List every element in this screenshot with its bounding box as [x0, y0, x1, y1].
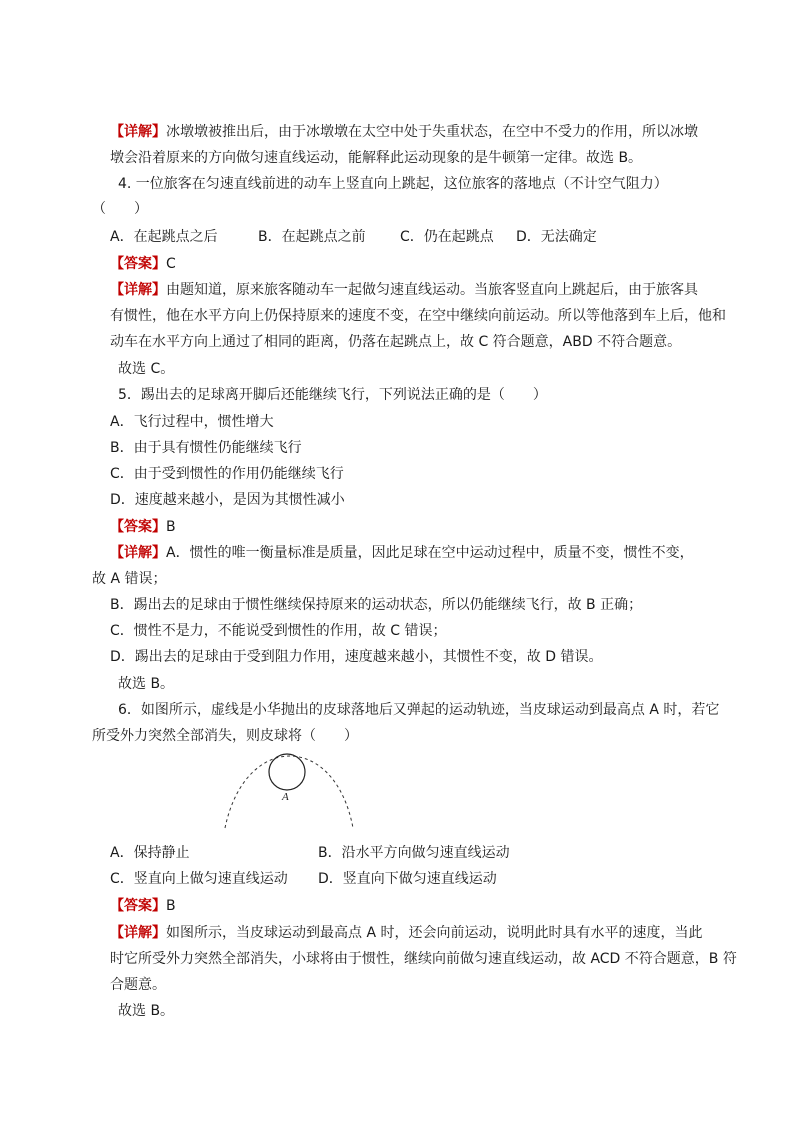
ball-circle — [269, 754, 305, 790]
q4-conclusion: 故选 C。 — [118, 361, 175, 377]
q5-option-c: C．由于受到惯性的作用仍能继续飞行 — [110, 466, 344, 482]
q4-option-d: D．无法确定 — [516, 229, 597, 245]
q6-answer: 【答案】B — [110, 898, 176, 914]
q4-detail-line-2: 有惯性，他在水平方向上仍保持原来的速度不变，在空中继续向前运动。所以等他落到车上后，他和 — [110, 308, 726, 324]
q6-option-b: B．沿水平方向做匀速直线运动 — [318, 845, 510, 861]
trajectory-dashed-curve — [225, 756, 353, 828]
q5-option-d: D．速度越来越小，是因为其惯性减小 — [110, 492, 345, 508]
detail-tag: 【详解】 — [110, 124, 166, 140]
q5-detail-line-1: 【详解】A．惯性的唯一衡量标准是质量，因此足球在空中运动过程中，质量不变，惯性不变， — [110, 545, 694, 561]
bounce-trajectory-figure — [215, 740, 365, 835]
q5-detail-line-2: 故 A 错误； — [92, 571, 167, 587]
q6-detail-line-3: 合题意。 — [110, 977, 166, 993]
q5-detail-line-5: D．踢出去的足球由于受到阻力作用，速度越来越小，其惯性不变，故 D 错误。 — [110, 649, 603, 665]
q6-option-a: A．保持静止 — [110, 845, 190, 861]
q5-conclusion: 故选 B。 — [118, 676, 175, 692]
point-a-label: A — [282, 791, 289, 803]
q6-option-d: D．竖直向下做匀速直线运动 — [318, 871, 497, 887]
q6-stem-line-1: 6．如图所示，虚线是小华抛出的皮球落地后又弹起的运动轨迹，当皮球运动到最高点 A 时，若它 — [118, 702, 720, 718]
q5-answer: 【答案】B — [110, 519, 176, 535]
q6-detail-line-1: 【详解】如图所示，当皮球运动到最高点 A 时，还会向前运动，说明此时具有水平的速度，当此 — [110, 925, 703, 941]
answer-tag: 【答案】 — [110, 898, 166, 914]
q4-detail-line-1: 【详解】由题知道，原来旅客随动车一起做匀速直线运动。当旅客竖直向上跳起后，由于旅客具 — [110, 282, 698, 298]
q4-stem-line-1: 4. 一位旅客在匀速直线前进的动车上竖直向上跳起，这位旅客的落地点（不计空气阻力） — [118, 176, 668, 192]
q5-option-b: B．由于具有惯性仍能继续飞行 — [110, 440, 302, 456]
q3-detail-line-2: 墩会沿着原来的方向做匀速直线运动，能解释此运动现象的是牛顿第一定律。故选 B。 — [110, 150, 643, 166]
q4-option-a: A．在起跳点之后 — [110, 229, 218, 245]
detail-tag: 【详解】 — [110, 925, 166, 941]
answer-tag: 【答案】 — [110, 519, 166, 535]
q6-detail-line-2: 时它所受外力突然全部消失，小球将由于惯性，继续向前做匀速直线运动，故 ACD 不符合题意，B 符 — [110, 951, 737, 967]
q4-option-b: B．在起跳点之前 — [258, 229, 366, 245]
q3-detail-line-1: 【详解】冰墩墩被推出后，由于冰墩墩在太空中处于失重状态，在空中不受力的作用，所以冰墩 — [110, 124, 698, 140]
detail-tag: 【详解】 — [110, 282, 166, 298]
q4-option-c: C．仍在起跳点 — [400, 229, 494, 245]
q5-detail-line-4: C．惯性不是力，不能说受到惯性的作用，故 C 错误； — [110, 623, 447, 639]
detail-tag: 【详解】 — [110, 545, 166, 561]
q6-conclusion: 故选 B。 — [118, 1003, 175, 1019]
q4-detail-line-3: 动车在水平方向上通过了相同的距离，仍落在起跳点上，故 C 符合题意，ABD 不符合题意。 — [110, 334, 682, 350]
q5-option-a: A．飞行过程中，惯性增大 — [110, 414, 274, 430]
q6-stem-line-2: 所受外力突然全部消失，则皮球将（ ） — [92, 728, 358, 744]
q4-answer: 【答案】C — [110, 256, 176, 272]
q5-detail-line-3: B．踢出去的足球由于惯性继续保持原来的运动状态，所以仍能继续飞行，故 B 正确； — [110, 597, 643, 613]
answer-tag: 【答案】 — [110, 256, 166, 272]
q5-stem: 5．踢出去的足球离开脚后还能继续飞行，下列说法正确的是（ ） — [118, 387, 547, 403]
q6-option-c: C．竖直向上做匀速直线运动 — [110, 871, 288, 887]
q4-stem-line-2: （ ） — [92, 201, 148, 217]
